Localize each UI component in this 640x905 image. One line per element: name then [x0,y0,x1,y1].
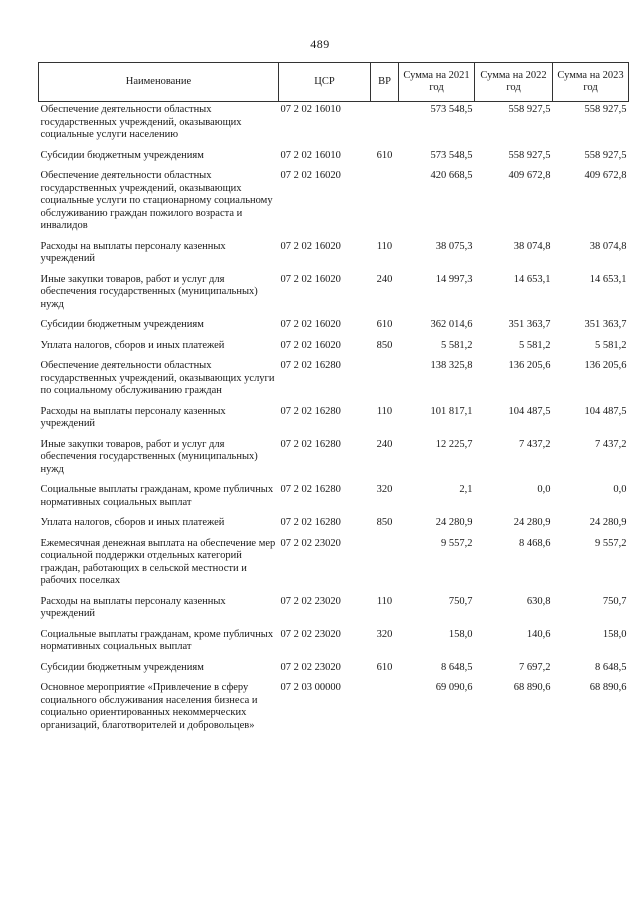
budget-table [38,62,629,738]
table-row [39,680,629,738]
table-row [39,338,629,359]
cell-csr: 07 2 03 00000 [280,682,341,693]
cell-sum-2021: 14 997,3 [435,273,473,285]
table-row [39,437,629,483]
cell-sum-2023: 136 205,6 [584,360,627,371]
cell-sum-2023: 558 927,5 [584,104,627,115]
cell-sum-2022: 7 697,2 [519,661,551,673]
cell-sum-2021: 101 817,1 [430,405,473,417]
cell-sum-2021: 8 648,5 [441,661,473,673]
table-row [39,168,629,239]
cell-csr: 07 2 02 16280 [280,360,341,371]
cell-vr [371,536,399,594]
cell-vr: 110 [376,405,393,417]
cell-vr [371,102,399,148]
table-row [39,272,629,318]
cell-sum-2022: 136 205,6 [508,360,551,371]
cell-sum-2023: 0,0 [613,484,627,495]
header-sum-2023: Сумма на 2023 год [553,63,629,102]
cell-vr [371,680,399,738]
cell-sum-2022: 5 581,2 [519,339,551,351]
cell-sum-2023: 38 074,8 [589,240,627,252]
table-row [39,102,629,148]
cell-sum-2022: 630,8 [526,595,551,607]
cell-name: Иные закупки товаров, работ и услуг для обеспечения государственных (муниципальных) нужд [40,273,258,310]
table-row [39,358,629,404]
table-row [39,317,629,338]
cell-sum-2021: 158,0 [448,628,473,640]
cell-sum-2022: 409 672,8 [508,170,551,181]
cell-name: Ежемесячная денежная выплата на обеспечение мер социальной поддержки отдельных категорий граждан, работающих в сельской местности и рабочих поселках [40,537,276,586]
cell-sum-2023: 750,7 [602,595,627,607]
table-row [39,594,629,627]
cell-vr: 240 [376,273,393,285]
cell-vr [371,358,399,404]
cell-sum-2023: 68 890,6 [589,682,627,693]
cell-sum-2023: 14 653,1 [589,273,627,285]
cell-name: Уплата налогов, сборов и иных платежей [40,339,225,351]
cell-csr: 07 2 02 16280 [280,517,341,528]
cell-sum-2022: 558 927,5 [508,149,551,161]
cell-csr: 07 2 02 16280 [280,438,341,450]
cell-sum-2021: 138 325,8 [430,360,473,371]
cell-sum-2021: 2,1 [459,484,473,495]
cell-sum-2021: 24 280,9 [435,517,473,528]
cell-csr: 07 2 02 16020 [280,240,341,252]
cell-sum-2022: 8 468,6 [519,537,551,549]
cell-name: Субсидии бюджетным учреждениям [40,661,204,673]
cell-csr: 07 2 02 23020 [280,628,341,640]
cell-sum-2022: 38 074,8 [513,240,551,252]
cell-csr: 07 2 02 23020 [280,595,341,607]
cell-sum-2023: 409 672,8 [584,170,627,181]
cell-sum-2023: 158,0 [602,628,627,640]
page-number: 489 [310,37,330,51]
cell-name: Субсидии бюджетным учреждениям [40,149,204,161]
cell-sum-2021: 9 557,2 [441,537,473,549]
table-row [39,660,629,681]
cell-sum-2021: 750,7 [448,595,473,607]
cell-csr: 07 2 02 16280 [280,484,341,495]
cell-vr [371,168,399,239]
cell-sum-2022: 14 653,1 [513,273,551,285]
cell-sum-2022: 68 890,6 [513,682,551,693]
cell-sum-2021: 573 548,5 [430,104,473,115]
table-row [39,627,629,660]
cell-sum-2023: 9 557,2 [595,537,627,549]
cell-csr: 07 2 02 16010 [280,104,341,115]
cell-name: Обеспечение деятельности областных государственных учреждений, оказывающих социальные услуги населению [40,104,242,140]
cell-vr: 240 [376,438,393,450]
cell-name: Уплата налогов, сборов и иных платежей [40,517,225,528]
header-vr: ВР [371,63,399,102]
cell-sum-2021: 5 581,2 [441,339,473,351]
table-row [39,536,629,594]
cell-sum-2023: 351 363,7 [584,319,627,330]
cell-name: Иные закупки товаров, работ и услуг для обеспечения государственных (муниципальных) нужд [40,438,258,475]
cell-vr: 850 [376,339,393,351]
cell-sum-2022: 351 363,7 [508,319,551,330]
cell-vr: 850 [376,517,393,528]
cell-vr: 610 [376,319,393,330]
cell-csr: 07 2 02 16020 [280,339,341,351]
cell-sum-2023: 24 280,9 [589,517,627,528]
cell-vr: 110 [376,595,393,607]
table-header-row [39,63,629,102]
cell-vr: 610 [376,149,393,161]
cell-sum-2023: 558 927,5 [584,149,627,161]
cell-sum-2021: 12 225,7 [435,438,473,450]
table-row [39,515,629,536]
cell-csr: 07 2 02 23020 [280,537,341,549]
table-row [39,482,629,515]
cell-name: Обеспечение деятельности областных государственных учреждений, оказывающих услуги по социальному обслуживанию граждан [40,360,275,396]
cell-vr: 320 [376,484,393,495]
cell-sum-2022: 140,6 [526,628,551,640]
cell-name: Расходы на выплаты персоналу казенных учреждений [40,405,226,429]
header-csr: ЦСР [279,63,371,102]
cell-name: Социальные выплаты гражданам, кроме публичных нормативных социальных выплат [40,628,274,652]
cell-sum-2023: 7 437,2 [595,438,627,450]
cell-sum-2021: 573 548,5 [430,149,473,161]
cell-vr: 610 [376,661,393,673]
cell-csr: 07 2 02 16020 [280,273,341,285]
cell-csr: 07 2 02 16020 [280,170,341,181]
cell-name: Расходы на выплаты персоналу казенных учреждений [40,595,226,619]
cell-vr: 320 [376,628,393,640]
cell-sum-2023: 5 581,2 [595,339,627,351]
cell-sum-2021: 362 014,6 [430,319,473,330]
table-row [39,239,629,272]
cell-csr: 07 2 02 16280 [280,405,341,417]
header-sum-2021: Сумма на 2021 год [399,63,475,102]
table-row [39,404,629,437]
cell-sum-2023: 104 487,5 [584,405,627,417]
cell-sum-2022: 558 927,5 [508,104,551,115]
cell-name: Субсидии бюджетным учреждениям [40,319,204,330]
cell-sum-2023: 8 648,5 [595,661,627,673]
cell-csr: 07 2 02 16020 [280,319,341,330]
cell-sum-2022: 0,0 [537,484,551,495]
cell-sum-2021: 420 668,5 [430,170,473,181]
header-sum-2022: Сумма на 2022 год [475,63,553,102]
cell-name: Социальные выплаты гражданам, кроме публичных нормативных социальных выплат [40,484,274,508]
cell-sum-2021: 69 090,6 [435,682,473,693]
cell-name: Расходы на выплаты персоналу казенных учреждений [40,240,226,264]
cell-vr: 110 [376,240,393,252]
cell-sum-2022: 7 437,2 [519,438,551,450]
cell-sum-2021: 38 075,3 [435,240,473,252]
cell-sum-2022: 24 280,9 [513,517,551,528]
cell-csr: 07 2 02 16010 [280,149,341,161]
cell-sum-2022: 104 487,5 [508,405,551,417]
table-row [39,148,629,169]
header-name: Наименование [39,63,279,102]
cell-name: Обеспечение деятельности областных государственных учреждений, оказывающих социальные услуги по стационарному социальному обслуживанию граждан пожилого возраста и инвалидов [40,170,273,231]
cell-name: Основное мероприятие «Привлечение в сферу социального обслуживания населения бизнеса и социально ориентированных некоммерческих организаций, благотворителей и добровольцев» [40,682,258,731]
cell-csr: 07 2 02 23020 [280,661,341,673]
